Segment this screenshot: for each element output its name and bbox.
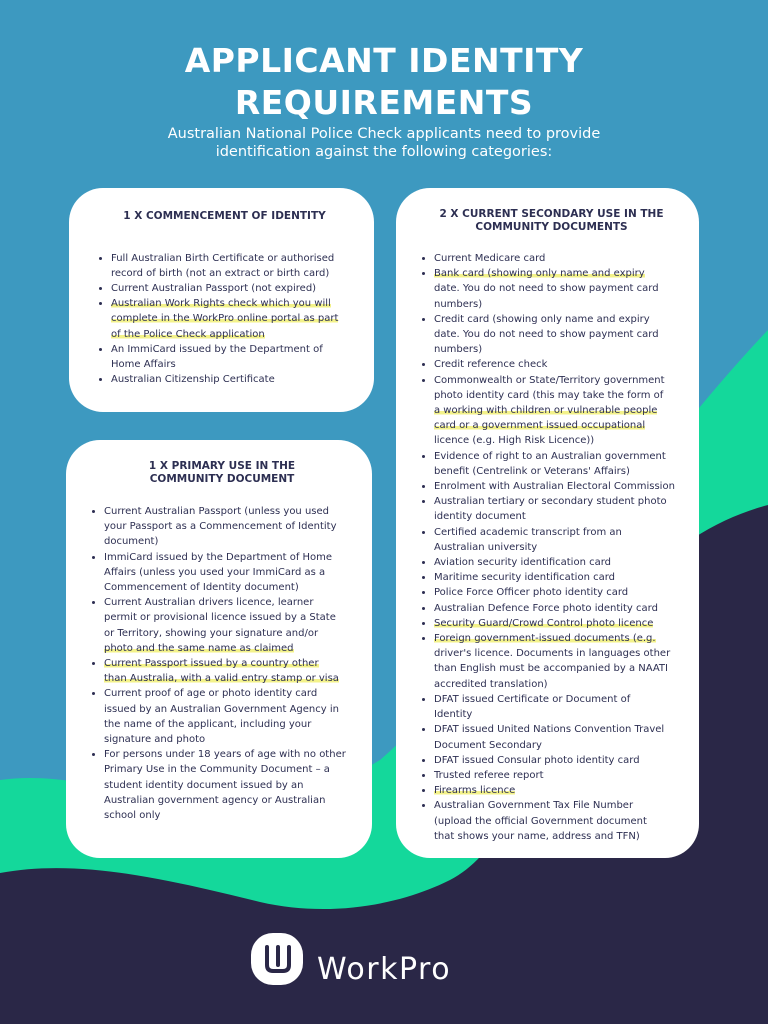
- list-item: [420, 449, 683, 479]
- highlight-mark: Australian Work Rights check which you will: [111, 298, 331, 310]
- list-item: [90, 595, 354, 656]
- highlight-mark: Firearms licence: [434, 785, 516, 797]
- list-item: [420, 753, 683, 768]
- list-item: [420, 768, 683, 783]
- title-line: APPLICANT IDENTITY: [184, 41, 584, 80]
- text-line: (upload the official Government document: [434, 815, 647, 827]
- list-item: [420, 266, 683, 312]
- heading-line: 1 X PRIMARY USE IN THE: [148, 460, 296, 472]
- text-line: Police Force Officer photo identity card: [434, 587, 629, 599]
- text-line: Affairs (unless you used your ImmiCard as a: [104, 566, 326, 578]
- list-item: [90, 686, 354, 747]
- text-line: issued by an Australian Government Agency in: [104, 703, 339, 715]
- page-subtitle: [0, 125, 768, 161]
- text-line: student identity document issued by an: [104, 779, 304, 791]
- text-line: signature and photo: [104, 734, 206, 746]
- text-line: Current Australian Passport (unless you used: [104, 506, 329, 517]
- highlight-mark: Bank card (showing only name and expiry: [434, 268, 645, 280]
- text-line: DFAT issued United Nations Convention Travel: [434, 724, 665, 736]
- text-line: your Passport as a Commencement of Identity: [104, 521, 337, 533]
- highlight-mark: Current Passport issued by a country other: [104, 658, 319, 670]
- text-line: driver's licence. Documents in languages other: [434, 648, 671, 660]
- text-line: Enrolment with Australian Electoral Commission: [434, 481, 675, 493]
- text-line: [111, 296, 352, 311]
- text-line: Australian Citizenship Certificate: [111, 374, 275, 386]
- workpro-logo-icon: [249, 931, 305, 987]
- heading-line: 1 X COMMENCEMENT OF IDENTITY: [123, 210, 326, 222]
- text-line: date. You do not need to show payment card: [434, 329, 659, 341]
- list-item: [90, 747, 354, 823]
- text-line: [111, 327, 352, 342]
- text-line: Commonwealth or State/Territory government: [434, 374, 665, 386]
- text-line: Commencement of Identity document): [104, 582, 299, 594]
- text-line: Primary Use in the Community Document – a: [104, 764, 330, 776]
- commencement-of-identity-card: [69, 188, 374, 412]
- text-line: that shows your name, address and TFN): [434, 830, 640, 842]
- heading-line: COMMUNITY DOCUMENTS: [475, 220, 628, 233]
- text-line: [104, 656, 354, 671]
- text-line: Full Australian Birth Certificate or authorised: [111, 252, 335, 264]
- primary-list: [90, 504, 354, 823]
- subtitle-line: identification against the following categories:: [215, 144, 553, 160]
- text-line: Home Affairs: [111, 358, 176, 370]
- list-item: [420, 798, 683, 844]
- text-line: DFAT issued Certificate or Document of: [434, 693, 631, 705]
- text-line: than English must be accompanied by a NAATI: [434, 663, 668, 675]
- list-item: [420, 570, 683, 585]
- list-item: [90, 656, 354, 686]
- heading-line: COMMUNITY DOCUMENT: [149, 472, 295, 485]
- list-item: [420, 555, 683, 570]
- text-line: document): [104, 536, 159, 548]
- text-line: [434, 403, 683, 418]
- text-line: Current Australian Passport (not expired): [111, 282, 317, 294]
- list-item: [420, 357, 683, 372]
- text-line: Trusted referee report: [434, 769, 544, 781]
- list-item: [420, 251, 683, 266]
- list-item: [97, 281, 352, 296]
- text-line: [434, 266, 683, 281]
- text-line: Identity: [434, 709, 473, 721]
- text-line: benefit (Centrelink or Veterans' Affairs): [434, 465, 630, 477]
- list-item: [90, 504, 354, 550]
- workpro-logo: [249, 931, 509, 993]
- text-line: numbers): [434, 344, 483, 356]
- commencement-heading: [97, 210, 352, 223]
- text-line: record of birth (not an extract or birth card): [111, 267, 330, 279]
- primary-use-card: [66, 440, 372, 858]
- subtitle-line: Australian National Police Check applicants need to provide: [167, 126, 601, 142]
- heading-line: 2 X CURRENT SECONDARY USE IN THE: [439, 208, 664, 220]
- highlight-mark: than Australia, with a valid entry stamp or visa: [104, 673, 339, 685]
- text-line: An ImmiCard issued by the Department of: [111, 343, 323, 355]
- text-line: Maritime security identification card: [434, 572, 616, 584]
- list-item: [420, 631, 683, 692]
- text-line: permit or provisional licence issued by a State: [104, 612, 336, 624]
- text-line: [434, 418, 683, 433]
- text-line: accredited translation): [434, 678, 548, 690]
- highlight-mark: card or a government issued occupational: [434, 420, 646, 432]
- secondary-use-card: [396, 188, 699, 858]
- highlight-mark: complete in the WorkPro online portal as part: [111, 313, 339, 325]
- list-item: [420, 722, 683, 752]
- list-item: [97, 296, 352, 342]
- highlight-mark: Security Guard/Crowd Control photo licence: [434, 617, 654, 629]
- commencement-list: [97, 251, 352, 388]
- secondary-heading: [420, 208, 683, 233]
- list-item: [420, 494, 683, 524]
- text-line: Current Australian drivers licence, learner: [104, 597, 314, 609]
- text-line: [104, 641, 354, 656]
- text-line: [434, 631, 683, 646]
- text-line: Credit reference check: [434, 359, 548, 371]
- text-line: Australian Defence Force photo identity card: [434, 602, 658, 614]
- text-line: Credit card (showing only name and expiry: [434, 313, 650, 325]
- list-item: [420, 373, 683, 449]
- list-item: [420, 312, 683, 358]
- highlight-mark: photo and the same name as claimed: [104, 642, 294, 654]
- list-item: [97, 372, 352, 387]
- list-item: [97, 251, 352, 281]
- text-line: [111, 311, 352, 326]
- highlight-mark: a working with children or vulnerable people: [434, 405, 658, 417]
- text-line: the name of the applicant, including your: [104, 718, 312, 730]
- text-line: Certified academic transcript from an: [434, 526, 622, 538]
- text-line: ImmiCard issued by the Department of Home: [104, 551, 333, 563]
- text-line: or Territory, showing your signature and/or: [104, 627, 319, 639]
- list-item: [97, 342, 352, 372]
- text-line: For persons under 18 years of age with no other: [104, 749, 346, 761]
- page-title: [0, 40, 768, 124]
- text-line: numbers): [434, 298, 483, 310]
- text-line: Current Medicare card: [434, 253, 546, 264]
- list-item: [420, 585, 683, 600]
- text-line: Australian university: [434, 541, 538, 553]
- text-line: DFAT issued Consular photo identity card: [434, 754, 640, 766]
- workpro-logo-text: WorkPro: [317, 952, 452, 987]
- list-item: [420, 525, 683, 555]
- text-line: [434, 783, 683, 798]
- highlight-mark: of the Police Check application: [111, 328, 265, 340]
- text-line: [434, 616, 683, 631]
- text-line: Current proof of age or photo identity card: [104, 688, 318, 700]
- secondary-list: [420, 251, 683, 844]
- text-line: Aviation security identification card: [434, 557, 612, 569]
- text-line: Australian government agency or Australian: [104, 794, 326, 806]
- list-item: [420, 783, 683, 798]
- title-line: REQUIREMENTS: [234, 83, 534, 122]
- text-line: Document Secondary: [434, 739, 542, 751]
- list-item: [90, 550, 354, 596]
- text-line: Australian Government Tax File Number: [434, 800, 634, 812]
- text-line: school only: [104, 810, 161, 822]
- list-item: [420, 601, 683, 616]
- text-line: [104, 671, 354, 686]
- text-line: photo identity card (this may take the form of: [434, 389, 664, 401]
- text-line: Evidence of right to an Australian government: [434, 450, 666, 462]
- list-item: [420, 616, 683, 631]
- text-line: date. You do not need to show payment card: [434, 283, 659, 295]
- list-item: [420, 479, 683, 494]
- text-line: identity document: [434, 511, 526, 523]
- highlight-mark: Foreign government-issued documents (e.g.: [434, 633, 656, 645]
- text-line: licence (e.g. High Risk Licence)): [434, 435, 595, 447]
- text-line: Australian tertiary or secondary student photo: [434, 496, 667, 508]
- primary-heading: [90, 460, 354, 485]
- list-item: [420, 692, 683, 722]
